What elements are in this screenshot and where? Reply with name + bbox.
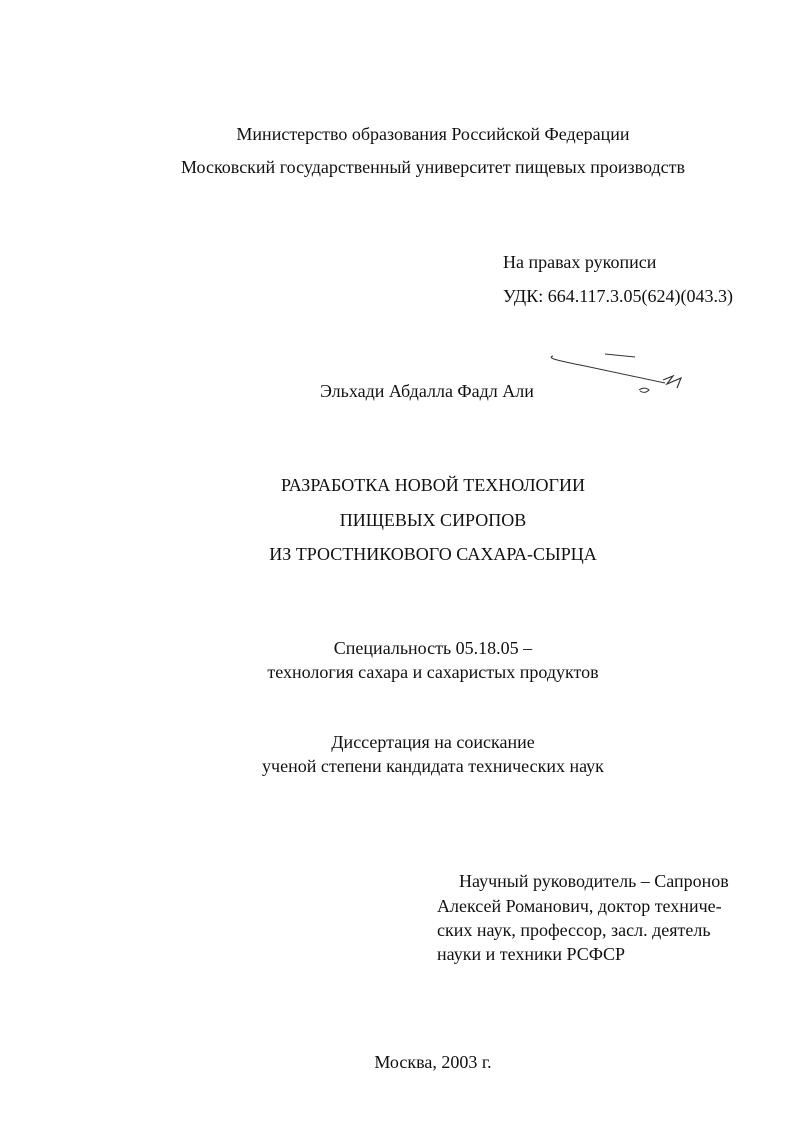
place-year: Москва, 2003 г.: [374, 1052, 492, 1072]
udc-code: УДК: 664.117.3.05(624)(043.3): [503, 286, 734, 306]
advisor-line-1: Научный руководитель – Сапронов: [459, 871, 729, 891]
author-name: Эльхади Абдалла Фадл Али: [320, 381, 534, 401]
specialty-line-2: технология сахара и сахаристых продуктов: [267, 662, 599, 682]
advisor-line-4: науки и техники РСФСР: [437, 944, 625, 964]
advisor-line-3: ских наук, профессор, засл. деятель: [437, 920, 711, 940]
author-signature: [545, 348, 695, 398]
advisor-line-2: Алексей Романович, доктор техниче-: [437, 896, 722, 916]
title-line-2: ПИЩЕВЫХ СИРОПОВ: [339, 510, 527, 530]
manuscript-note: На правах рукописи: [503, 252, 657, 272]
dissertation-line-1: Диссертация на соискание: [331, 732, 535, 752]
title-line-3: ИЗ ТРОСТНИКОВОГО САХАРА-СЫРЦА: [269, 544, 597, 564]
ministry-line: Министерство образования Российской Федерации: [236, 124, 630, 144]
specialty-line-1: Специальность 05.18.05 –: [333, 638, 533, 658]
title-line-1: РАЗРАБОТКА НОВОЙ ТЕХНОЛОГИИ: [281, 475, 585, 495]
university-line: Московский государственный университет пищевых производств: [180, 157, 686, 177]
dissertation-line-2: ученой степени кандидата технических наук: [262, 756, 604, 776]
